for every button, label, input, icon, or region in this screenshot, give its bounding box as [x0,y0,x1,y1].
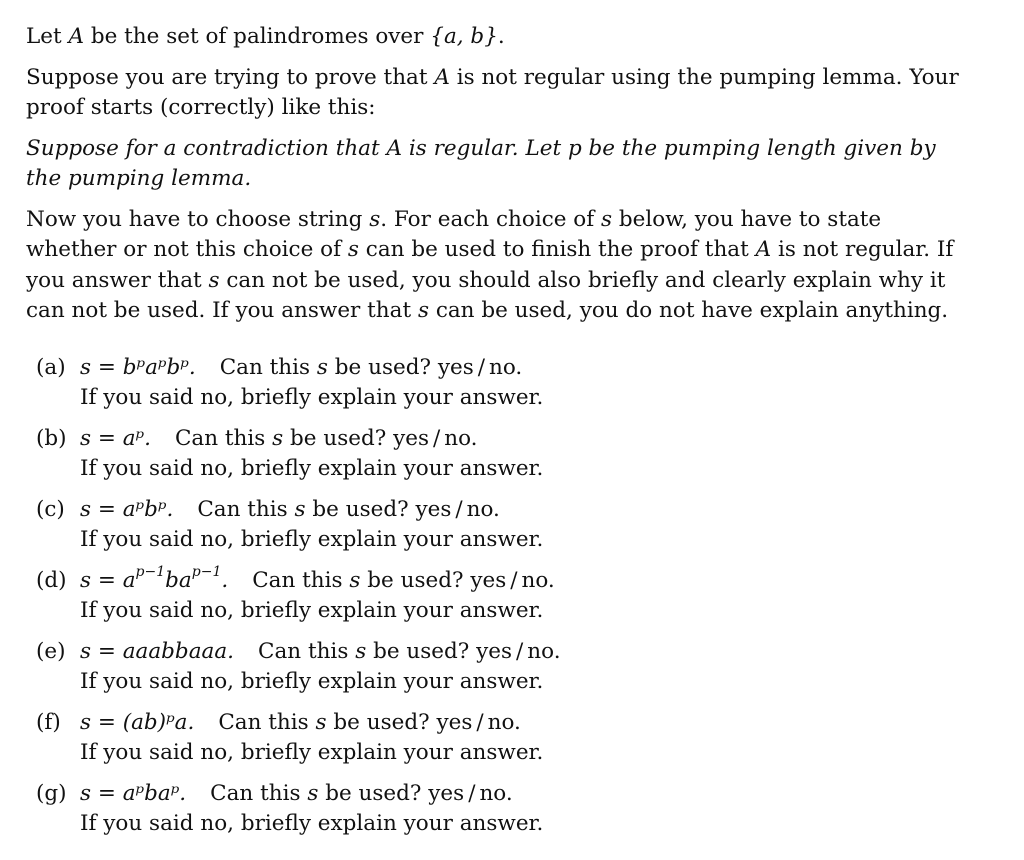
expr-segment: s = a [80,567,136,593]
part-d [26,566,976,627]
var-s: s [417,298,429,323]
part-label: (c) [36,496,65,522]
question-text: Can this [174,425,273,451]
part-label: (g) [36,780,67,806]
question-text: be used? [318,780,429,806]
option-separator: / [455,496,463,522]
text: be the set of palindromes over [84,24,431,49]
yes-option[interactable]: yes [476,638,513,664]
var-s: s [272,425,284,451]
explain-prompt: If you said no, briefly explain your answer. [80,527,544,552]
string-expression: s = bᵖaᵖbᵖ. [80,354,196,380]
part-g [26,779,976,840]
no-option[interactable]: no. [488,354,523,380]
text: Suppose you are trying to prove that [26,64,435,90]
part-b [26,424,976,485]
string-expression [80,564,229,593]
no-option[interactable]: no. [527,638,561,664]
yes-option[interactable]: yes [393,425,429,451]
yes-option[interactable]: yes [428,780,465,806]
string-expression: s = (ab)ᵖa. [80,709,195,735]
part-label: (d) [36,567,67,593]
text: Let [26,24,69,49]
string-expression: s = aᵖbaᵖ. [80,780,187,806]
explain-prompt: If you said no, briefly explain your answer. [80,456,544,481]
exponent: p−1 [135,564,166,581]
yes-option[interactable]: yes [436,709,473,735]
text: . [497,24,505,49]
question-text: be used? [305,496,416,522]
no-option[interactable]: no. [487,709,521,735]
question-text: Can this [218,709,316,735]
question-text: Can this [210,780,308,806]
no-option[interactable]: no. [521,567,555,593]
explain-prompt: If you said no, briefly explain your answer. [80,811,544,836]
explain-prompt: If you said no, briefly explain your answer. [80,385,544,410]
text: Now you have to choose string [26,206,370,232]
var-s: s [294,496,306,522]
alphabet-set: {a, b} [430,24,498,49]
question-text: Can this [197,496,295,522]
var-s: s [315,709,327,735]
string-expression: s = aᵖbᵖ. [80,496,174,522]
option-separator: / [476,709,484,735]
var-s: s [316,354,328,380]
part-label: (a) [36,354,66,380]
question-text: be used? [327,354,438,380]
explain-prompt: If you said no, briefly explain your answer. [80,669,544,694]
part-label: (e) [36,638,66,664]
var-s: s [347,237,359,262]
var-s: s [349,567,361,593]
part-f [26,708,976,769]
var-A: A [434,64,450,90]
question-text: Can this [258,638,356,664]
var-A: A [755,237,772,262]
proof-start-italic: Suppose for a contradiction that A is regular. Let p be the pumping length given by the pumping lemma. [26,135,936,191]
intro-paragraph-1 [26,22,976,53]
question-text: be used? [366,638,477,664]
no-option[interactable]: no. [444,425,478,451]
text: can be used, you do not have explain anything. [428,298,949,323]
exponent: p−1 [191,564,222,581]
part-c [26,495,976,556]
yes-option[interactable]: yes [470,567,507,593]
explain-prompt: If you said no, briefly explain your answer. [80,740,544,765]
yes-option[interactable]: yes [437,354,474,380]
option-separator: / [433,425,441,451]
string-expression: s = aaabbaaa. [80,638,234,664]
text: can be used to finish the proof that [358,237,756,262]
expr-segment: . [221,567,229,593]
option-separator: / [516,638,524,664]
option-separator: / [468,780,476,806]
text: below, you have to state whether or not this choice of [26,206,882,262]
var-s: s [355,638,367,664]
var-s: s [369,206,381,232]
part-label: (f) [36,709,61,735]
var-s: s [307,780,319,806]
question-text: be used? [326,709,437,735]
question-text: Can this [252,567,350,593]
option-separator: / [510,567,518,593]
var-s: s [208,267,220,293]
no-option[interactable]: no. [479,780,513,806]
intro-paragraph-2 [26,63,976,124]
problem-page [26,22,976,850]
part-a [26,353,976,414]
parts-list [26,353,976,840]
text: is not regular using the pumping lemma. Your proof starts (correctly) like this: [26,64,959,120]
text: is not regular. If you answer that [26,237,954,293]
var-A: A [68,24,85,49]
string-expression: s = aᵖ. [80,425,151,451]
expr-segment: ba [165,567,192,593]
yes-option[interactable]: yes [415,496,452,522]
no-option[interactable]: no. [466,496,500,522]
text: can not be used, you should also briefly and clearly explain why it can not be used. If you answer that [26,267,946,323]
question-text: be used? [360,567,471,593]
intro-paragraph-4 [26,205,976,327]
part-label: (b) [36,425,67,451]
part-e [26,637,976,698]
question-text: be used? [283,425,394,451]
question-text: Can this [219,354,317,380]
explain-prompt: If you said no, briefly explain your answer. [80,598,544,623]
option-separator: / [477,354,485,380]
var-s: s [601,206,613,232]
text: . For each choice of [380,206,602,232]
